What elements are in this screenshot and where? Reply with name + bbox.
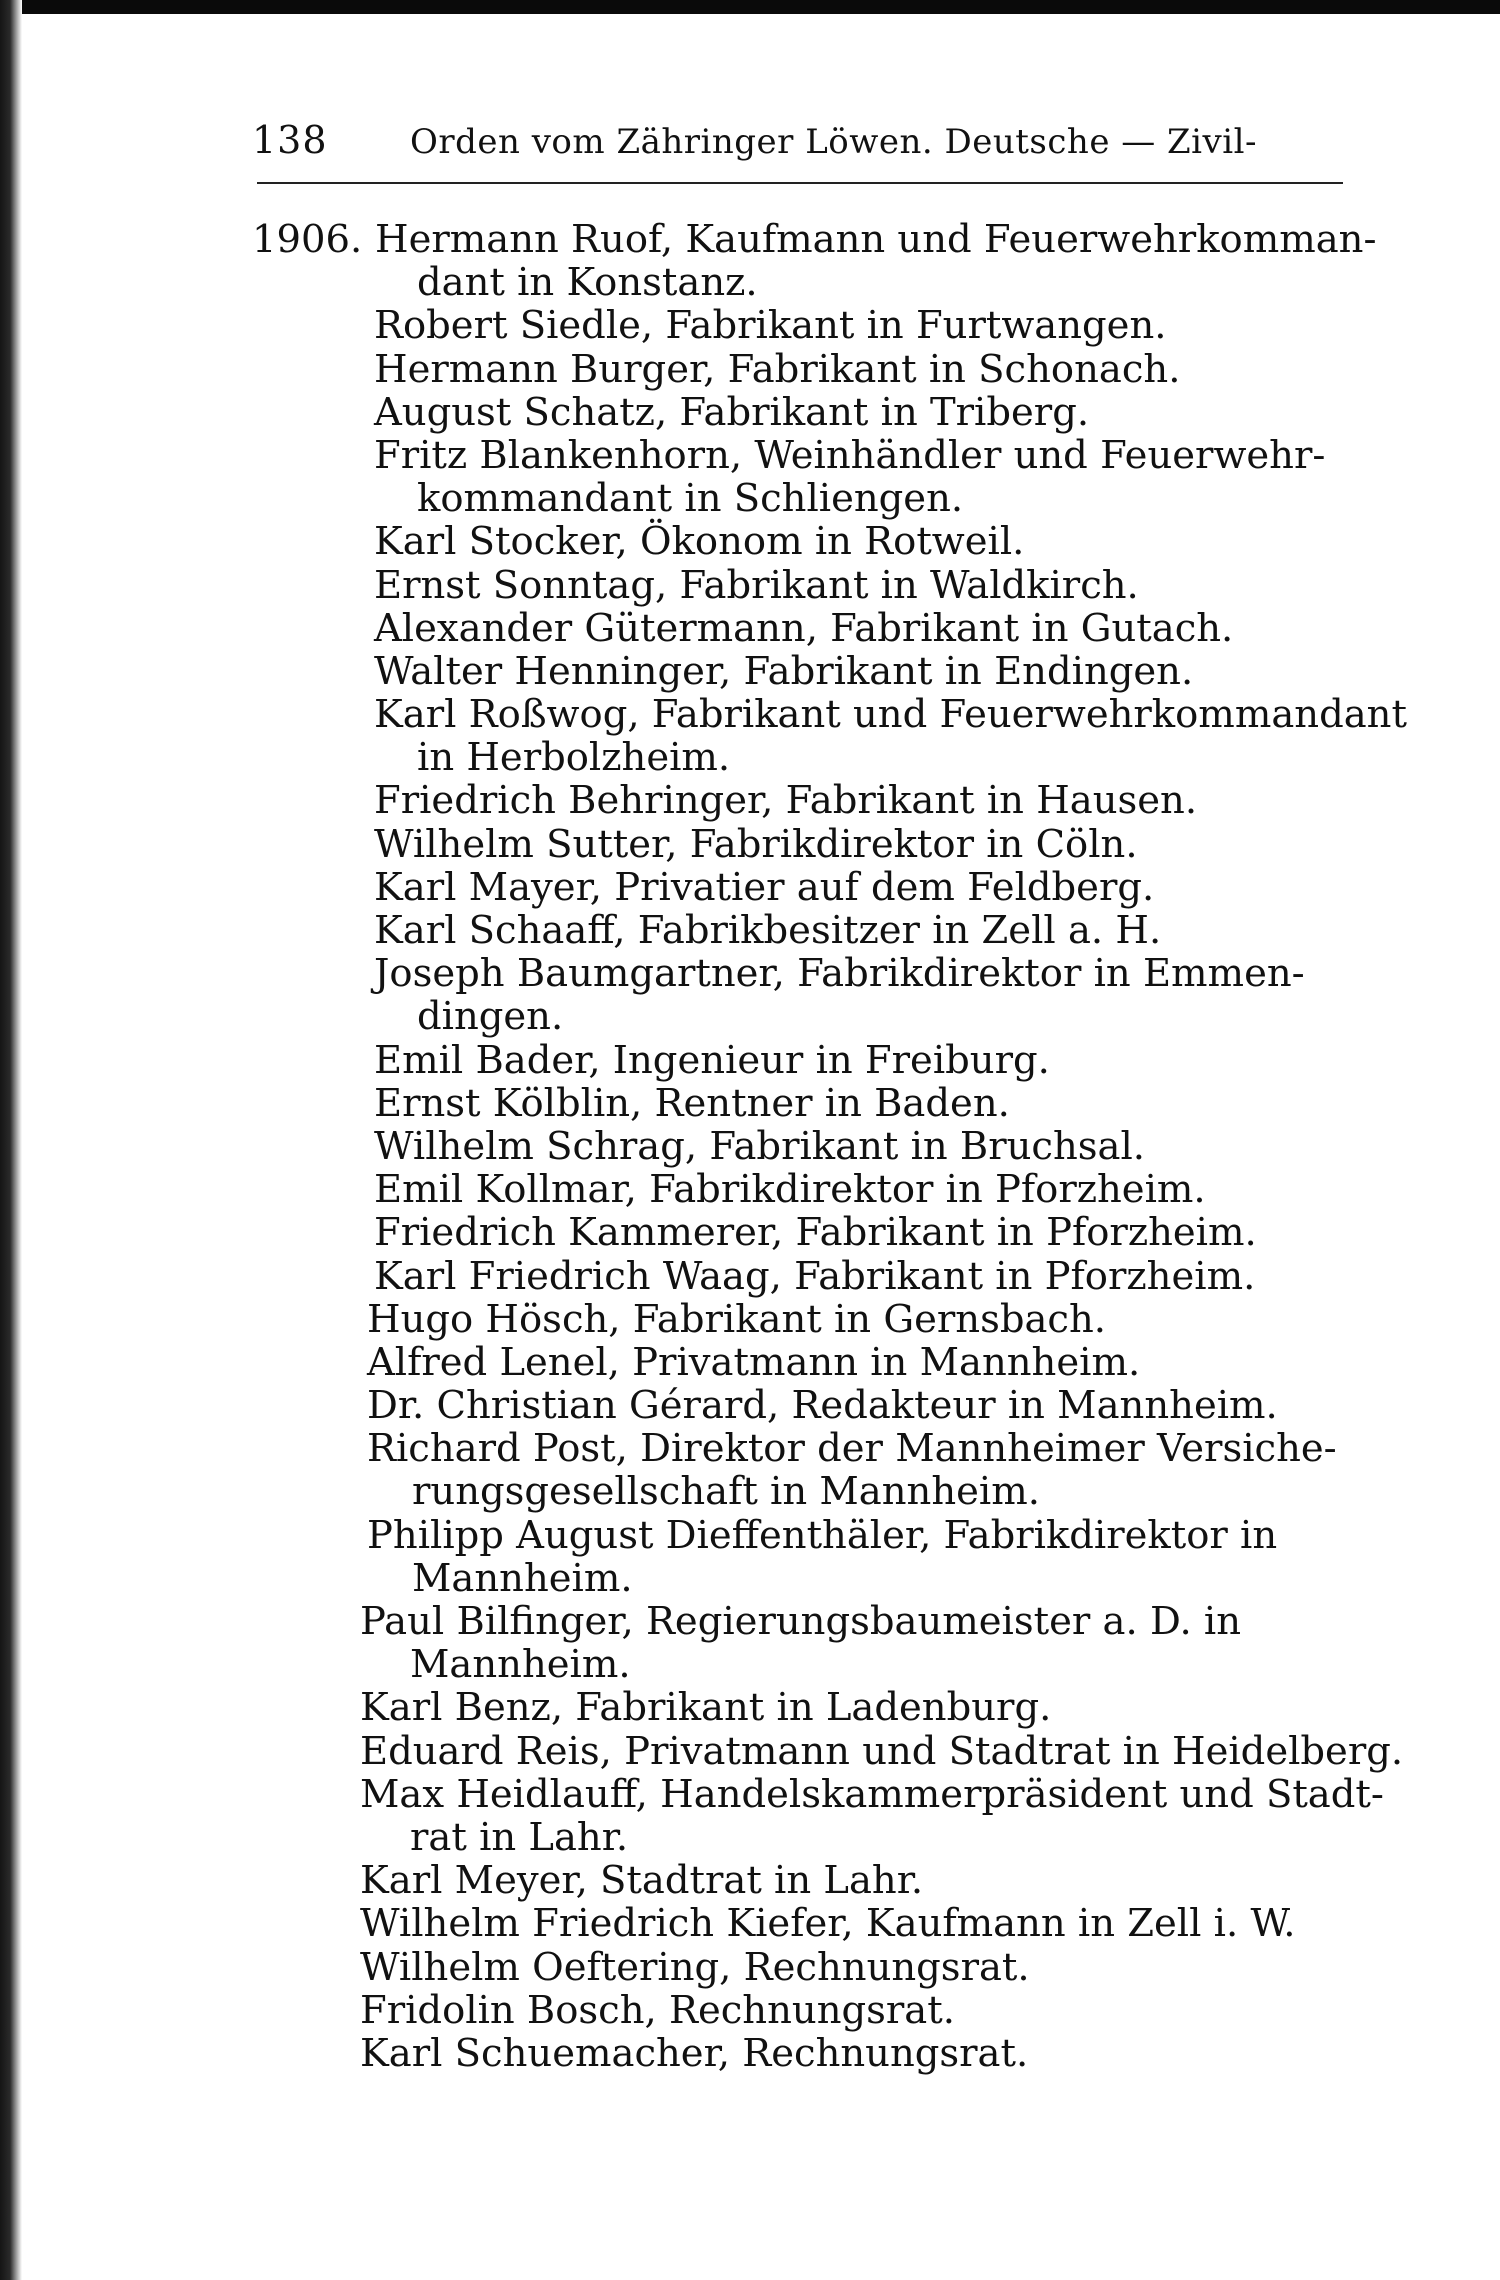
- list-line-text: Wilhelm Schrag, Fabrikant in Bruchsal.: [374, 1123, 1146, 1169]
- list-line: [252, 692, 1407, 738]
- list-line-text: Karl Schuemacher, Rechnungsrat.: [360, 2030, 1029, 2076]
- header-rule: [257, 182, 1343, 184]
- list-line: [252, 477, 1342, 520]
- list-line-text: Hugo Hösch, Fabrikant in Gernsbach.: [367, 1296, 1107, 1342]
- list-line-text: Alfred Lenel, Privatmann in Mannheim.: [367, 1339, 1141, 1385]
- list-line-text: Mannheim.: [410, 1642, 631, 1688]
- list-line-text: Ernst Sonntag, Fabrikant in Waldkirch.: [374, 562, 1139, 608]
- list-line-text: Eduard Reis, Privatmann und Stadtrat in Heidelberg.: [360, 1728, 1404, 1774]
- list-line: [252, 909, 1342, 952]
- list-line-text: Fritz Blankenhorn, Weinhändler und Feuerwehr-: [374, 432, 1326, 478]
- list-line-text: Richard Post, Direktor der Mannheimer Versiche-: [367, 1426, 1337, 1472]
- list-line: [252, 1686, 1342, 1729]
- list-line: [252, 650, 1342, 693]
- list-line-text: Wilhelm Friedrich Kiefer, Kaufmann in Zell i. W.: [360, 1901, 1296, 1947]
- list-line: [252, 217, 1377, 262]
- list-line: [252, 1039, 1342, 1082]
- list-line: [252, 866, 1342, 909]
- honours-list: [252, 217, 1407, 2076]
- scan-border-top: [0, 0, 1500, 14]
- list-line-text: Paul Bilfinger, Regierungsbaumeister a. D. in: [360, 1599, 1242, 1644]
- list-line-text: Alexander Gütermann, Fabrikant in Gutach.: [374, 605, 1234, 651]
- list-line-text: Hermann Burger, Fabrikant in Schonach.: [374, 346, 1181, 392]
- list-line-text: Emil Kollmar, Fabrikdirektor in Pforzheim.: [374, 1167, 1206, 1213]
- list-line: [252, 1728, 1404, 1774]
- list-line: [252, 1643, 1342, 1686]
- list-line-text: Ernst Kölblin, Rentner in Baden.: [374, 1080, 1010, 1126]
- list-line: [252, 1470, 1342, 1513]
- list-line-text: Karl Schaaff, Fabrikbesitzer in Zell a. H.: [374, 908, 1162, 953]
- running-title: Orden vom Zähringer Löwen. Deutsche — Zivil-: [410, 122, 1257, 162]
- list-line: [252, 2032, 1342, 2075]
- list-line-text: Philipp August Dieffenthäler, Fabrikdirektor in: [367, 1512, 1278, 1558]
- list-line-text: Wilhelm Sutter, Fabrikdirektor in Cöln.: [374, 821, 1138, 867]
- list-line-text: Karl Meyer, Stadtrat in Lahr.: [360, 1858, 924, 1904]
- list-line: [252, 1168, 1342, 1211]
- list-line: [252, 1902, 1342, 1945]
- list-line-text: rungsgesellschaft in Mannheim.: [412, 1469, 1040, 1515]
- list-line: [252, 607, 1342, 650]
- list-line-text: rat in Lahr.: [410, 1814, 629, 1860]
- list-line: [252, 736, 1342, 779]
- list-line: [252, 520, 1342, 563]
- list-line: [252, 1600, 1342, 1643]
- list-line-text: dant in Konstanz.: [417, 260, 758, 306]
- list-line-text: Joseph Baumgartner, Fabrikdirektor in Emmen-: [374, 951, 1305, 997]
- list-line: [252, 434, 1342, 477]
- page-number: 138: [252, 118, 328, 162]
- list-line-text: Robert Siedle, Fabrikant in Furtwangen.: [374, 303, 1167, 349]
- list-line: [252, 1816, 1342, 1859]
- list-line: [252, 995, 1342, 1038]
- list-line-text: August Schatz, Fabrikant in Triberg.: [374, 389, 1090, 435]
- list-line: [252, 1384, 1342, 1427]
- list-line: [252, 1989, 1342, 2032]
- list-line: [252, 1771, 1384, 1817]
- list-line-text: Max Heidlauff, Handelskammerpräsident und Stadt-: [360, 1771, 1384, 1817]
- list-line-text: dingen.: [417, 994, 564, 1040]
- list-line-text: Karl Stocker, Ökonom in Rotweil.: [374, 519, 1025, 565]
- list-line-text: Dr. Christian Gérard, Redakteur in Mannheim.: [367, 1383, 1278, 1429]
- list-line: [252, 304, 1342, 347]
- list-line: [252, 823, 1342, 866]
- list-line-text: Wilhelm Oeftering, Rechnungsrat.: [360, 1944, 1030, 1990]
- list-line: [252, 779, 1342, 822]
- list-line: [252, 1211, 1342, 1254]
- list-line: [252, 1946, 1342, 1989]
- page-header: [252, 118, 1330, 174]
- list-line-text: Friedrich Behringer, Fabrikant in Hausen.: [374, 778, 1198, 824]
- list-line-text: Karl Mayer, Privatier auf dem Feldberg.: [374, 864, 1155, 910]
- list-line: [252, 1298, 1342, 1341]
- list-line: [252, 1341, 1342, 1384]
- list-line: [252, 1557, 1342, 1600]
- list-line: [252, 564, 1342, 607]
- list-line-text: Friedrich Kammerer, Fabrikant in Pforzheim.: [374, 1210, 1257, 1256]
- list-line: [252, 1514, 1342, 1557]
- list-line-text: in Herbolzheim.: [417, 735, 731, 781]
- list-line: [252, 348, 1342, 391]
- list-line-text: Mannheim.: [412, 1555, 633, 1601]
- list-line: [252, 1427, 1342, 1470]
- list-line-text: Karl Roßwog, Fabrikant und Feuerwehrkommandant: [374, 692, 1407, 738]
- list-line: [252, 1255, 1342, 1298]
- list-line-text: Karl Friedrich Waag, Fabrikant in Pforzheim.: [374, 1253, 1256, 1299]
- scan-border-left: [0, 0, 22, 2280]
- list-line-text: Karl Benz, Fabrikant in Ladenburg.: [360, 1685, 1052, 1731]
- list-line-text: Fridolin Bosch, Rechnungsrat.: [360, 1987, 955, 2033]
- list-line: [252, 261, 1342, 304]
- list-line-text: Walter Henninger, Fabrikant in Endingen.: [374, 648, 1194, 694]
- list-line-text: Hermann Ruof, Kaufmann und Feuerwehrkomman-: [375, 217, 1377, 262]
- list-line: [252, 1125, 1342, 1168]
- list-line: [252, 1859, 1342, 1902]
- list-line-text: kommandant in Schliengen.: [417, 476, 964, 522]
- year-label: 1906.: [252, 217, 363, 262]
- list-line-text: Emil Bader, Ingenieur in Freiburg.: [374, 1037, 1050, 1083]
- list-line: [252, 952, 1342, 995]
- list-line: [252, 391, 1342, 434]
- list-line: [252, 1082, 1342, 1125]
